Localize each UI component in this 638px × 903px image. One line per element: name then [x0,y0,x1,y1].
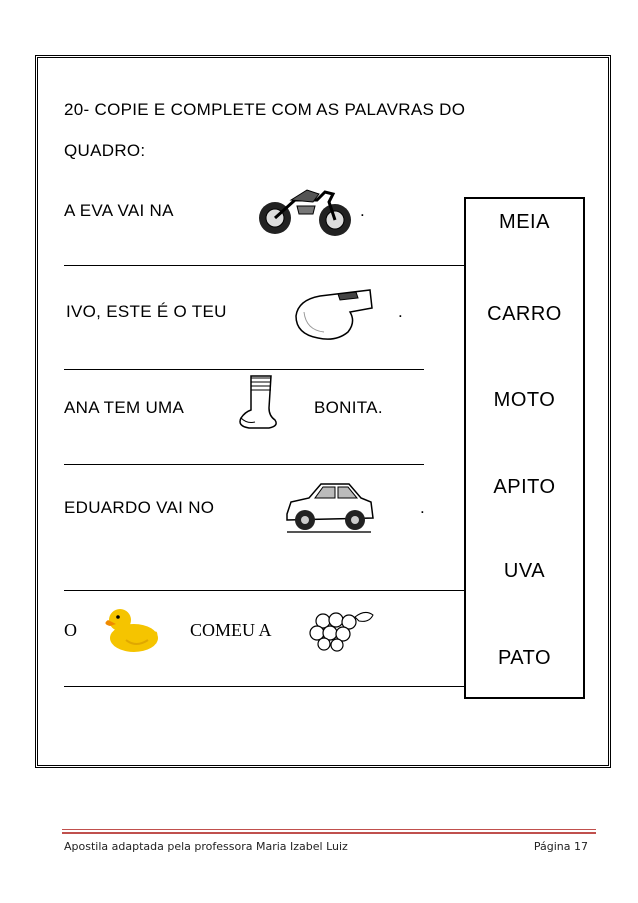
answer-line-2 [64,369,424,370]
answer-line-5 [64,686,464,687]
footer-author: Apostila adaptada pela professora Maria Izabel Luiz [64,840,348,853]
word-box [464,197,585,699]
sentence-4-end: . [420,498,426,517]
sentence-2-text: IVO, ESTE É O TEU [66,302,227,321]
footer-rule [62,832,596,834]
grapes-icon [305,607,377,653]
footer-rule [62,829,596,830]
sentence-3-end: BONITA. [314,398,383,417]
whistle-icon [290,286,376,342]
sentence-5-middle: COMEU A [190,620,272,640]
sentence-1-end: . [360,201,366,220]
duck-icon [100,604,160,654]
word-box-item: MEIA [499,211,550,233]
footer-page-number: Página 17 [533,840,588,853]
instruction-text: 20- COPIE E COMPLETE COM AS PALAVRAS DO [64,100,466,119]
answer-line-3 [64,464,424,465]
word-box-item: UVA [503,560,546,582]
answer-line-1 [64,265,464,266]
motorcycle-icon [255,178,355,240]
word-box-item: APITO [493,476,556,498]
instruction-text-continued: QUADRO: [64,141,146,160]
sentence-2-end: . [398,302,404,321]
sentence-4-text: EDUARDO VAI NO [64,498,215,517]
car-icon [283,474,375,538]
word-box-item: MOTO [493,389,556,411]
answer-line-4 [64,590,464,591]
sentence-1-text: A EVA VAI NA [64,201,174,220]
sentence-5-text: O [64,620,77,640]
word-box-item: PATO [497,647,552,669]
sock-icon [235,374,281,432]
sentence-3-text: ANA TEM UMA [64,398,185,417]
word-box-item: CARRO [487,303,562,325]
